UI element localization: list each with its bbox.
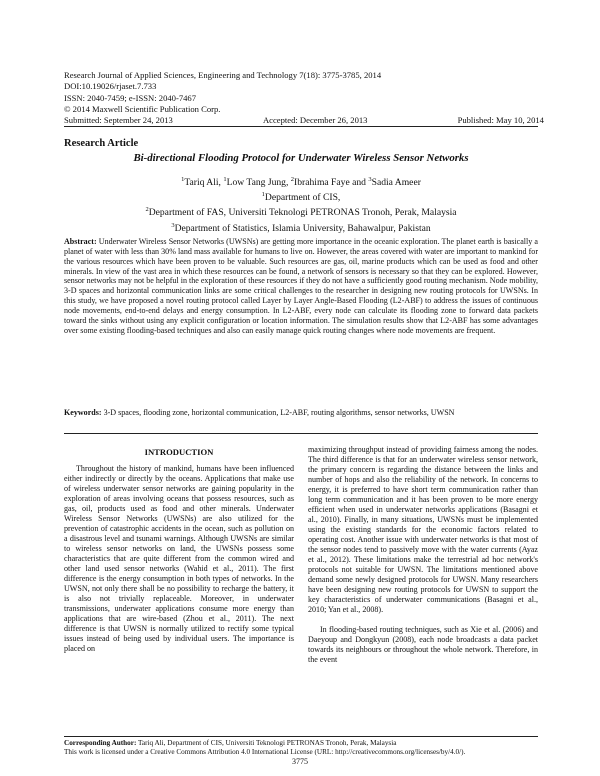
intro-paragraph-2: maximizing throughput instead of providing fairness among the nodes. The third difference is that for an underwater wireless sensor network, the primary concern is regarding the distance between the links and number of hops and also the reliability of the network. In concerns to energy, it is preferred to have short term communication rather than long term communication and it has been proven to be more energy efficient when used in underwater networks applications (Basagni et al., 2010). Finally, in many situations, UWSNs must be implemented using the existing standards for the economic factors related to operating cost. Another issue with underwater networks is that most of the sensor nodes tend to passively move with the water currents (Ayaz et al., 2012). These limitations make the terrestrial ad hoc network's protocols not suitable for UWSN. The limitations mentioned above demand some newly designed protocols for UWSN. Many researchers have been designing new routing protocols for UWSN to support the key characteristics of underwater communications (Basagni et al., 2010; Yan et al., 2008). [308, 445, 538, 614]
submitted-date: Submitted: September 24, 2013 [64, 115, 173, 125]
left-column [64, 464, 294, 654]
abstract [64, 237, 538, 335]
corresponding-author [64, 739, 538, 757]
author-sup: 1 [223, 176, 227, 183]
affiliation-text: Department of FAS, Universiti Teknologi PETRONAS Tronoh, Perak, Malaysia [148, 207, 457, 219]
header-rule [64, 126, 538, 127]
journal-header [64, 70, 544, 116]
submission-dates [64, 115, 544, 125]
affiliation-text: Department of Statistics, Islamia University, Bahawalpur, Pakistan [174, 222, 431, 234]
author-name: Ibrahima Faye and [294, 177, 369, 189]
abstract-label: Abstract: [64, 237, 97, 246]
copyright: © 2014 Maxwell Scientific Publication Corp. [64, 104, 221, 115]
affiliation-sup: 2 [145, 206, 149, 214]
affiliation [64, 204, 538, 219]
author-name: Sadia Ameer [371, 177, 421, 189]
abstract-text: Underwater Wireless Sensor Networks (UWSNs) are getting more importance in the oceanic exploration. The planet earth is basically a planet of water with less than 30% land mass available for humans to live on. However, the areas covered with water are important to mankind for the various resources which have been proven to be valuable. Such resources are gas, oil, marine products which can be used as food and other minerals. In view of the vast area in which these resources can be found, a network of sensors is necessary so that they can be explored. However, sensor networks may not be helpful in the exploration of these resources if they do not have a sufficiently good routing mechanism. Node mobility, 3-D spaces and horizontal communication links are some critical challenges to the researcher in designing new routing protocols for UWSNs. In this study, we have proposed a novel routing protocol called Layer by Layer Angle-Based Flooding (L2-ABF) to address the issues of continuous node movements, end-to-end delays and energy consumption. In L2-ABF, every node can calculate its flooding zone to forward data packets toward the sinks without using any explicit configuration or location information. The simulation results show that L2-ABF has some advantages over some existing flooding-based techniques and also can easily manage quick routing changes where node movements are frequent. [64, 237, 538, 335]
keywords-rule [64, 433, 538, 434]
doi: DOI:10.19026/rjaset.7.733 [64, 81, 157, 92]
author-name: Tariq Ali, [184, 177, 224, 189]
intro-heading: INTRODUCTION [144, 447, 214, 457]
keywords [64, 408, 538, 418]
keywords-text: 3-D spaces, flooding zone, horizontal communication, L2-ABF, routing algorithms, sensor networks, UWSN [103, 408, 455, 417]
author-sup: 1 [181, 176, 185, 183]
intro-paragraph-3: In flooding-based routing techniques, such as Xie et al. (2006) and Daeyoup and Dongkyun (2008), each node broadcasts a data packet towards its neighbours or throughout the whole network. Therefore, in the event [308, 625, 538, 664]
issn: ISSN: 2040-7459; e-ISSN: 2040-7467 [64, 92, 197, 103]
intro-paragraph-1: Throughout the history of mankind, humans have been influenced either indirectly or directly by the oceans. Applications that make use of wireless underwater sensor networks are gaining popularity in the exploration of areas involving oceans that possess resources, such as gas, oil, products used as food and other minerals. Underwater Wireless Sensor Networks (UWSNs) are also utilized for the prevention of catastrophic accidents in the ocean, such as pollution on a disastrous level and tsunami warnings. Although UWSNs are similar to wireless sensor networks on land, the UWSNs possess some characteristics that are quite different from the common wired and other land used sensor networks (Wahid et al., 2011). The first difference is the energy consumption in both types of networks. In the UWSN, not only there shall be no possibility to recharge the battery, it is also not trivially replaceable. Moreover, in underwater transmissions, underwater applications consume more energy than applications that are wire-based (Zhou et al., 2011). The next difference is that UWSN is normally utilized to rectify some typical issues instead of being used by individual users. The importance is placed on [64, 464, 294, 653]
affiliation-text: Department of CIS, [264, 192, 341, 204]
license-text: This work is licensed under a Creative Commons Attribution 4.0 International License (URL: http://creativecommons.org/licenses/by/4.0/). [64, 748, 466, 756]
author-sup: 3 [368, 176, 372, 183]
keywords-label: Keywords: [64, 408, 102, 417]
affiliation-sup: 1 [261, 191, 265, 199]
corr-label: Corresponding Author: [64, 739, 137, 747]
author-list [64, 174, 538, 189]
right-column [308, 445, 538, 665]
article-type: Research Article [64, 138, 139, 149]
journal-citation: Research Journal of Applied Sciences, Engineering and Technology 7(18): 3775-3785, 2014 [64, 70, 382, 80]
published-date: Published: May 10, 2014 [457, 115, 544, 125]
page-number: 3775 [292, 757, 308, 766]
affiliation [64, 220, 538, 235]
affiliation [64, 189, 538, 204]
author-sup: 2 [290, 176, 295, 183]
affiliation-sup: 3 [171, 221, 175, 229]
author-name: Low Tang Jung, [226, 177, 291, 189]
author-block [64, 174, 538, 235]
footer-rule [64, 736, 538, 737]
paper-title: Bi-directional Flooding Protocol for Underwater Wireless Sensor Networks [133, 152, 469, 164]
accepted-date: Accepted: December 26, 2013 [262, 115, 368, 125]
corr-text: Tariq Ali, Department of CIS, Universiti Teknologi PETRONAS Tronoh, Perak, Malaysia [138, 739, 397, 747]
corr-line [64, 739, 538, 748]
